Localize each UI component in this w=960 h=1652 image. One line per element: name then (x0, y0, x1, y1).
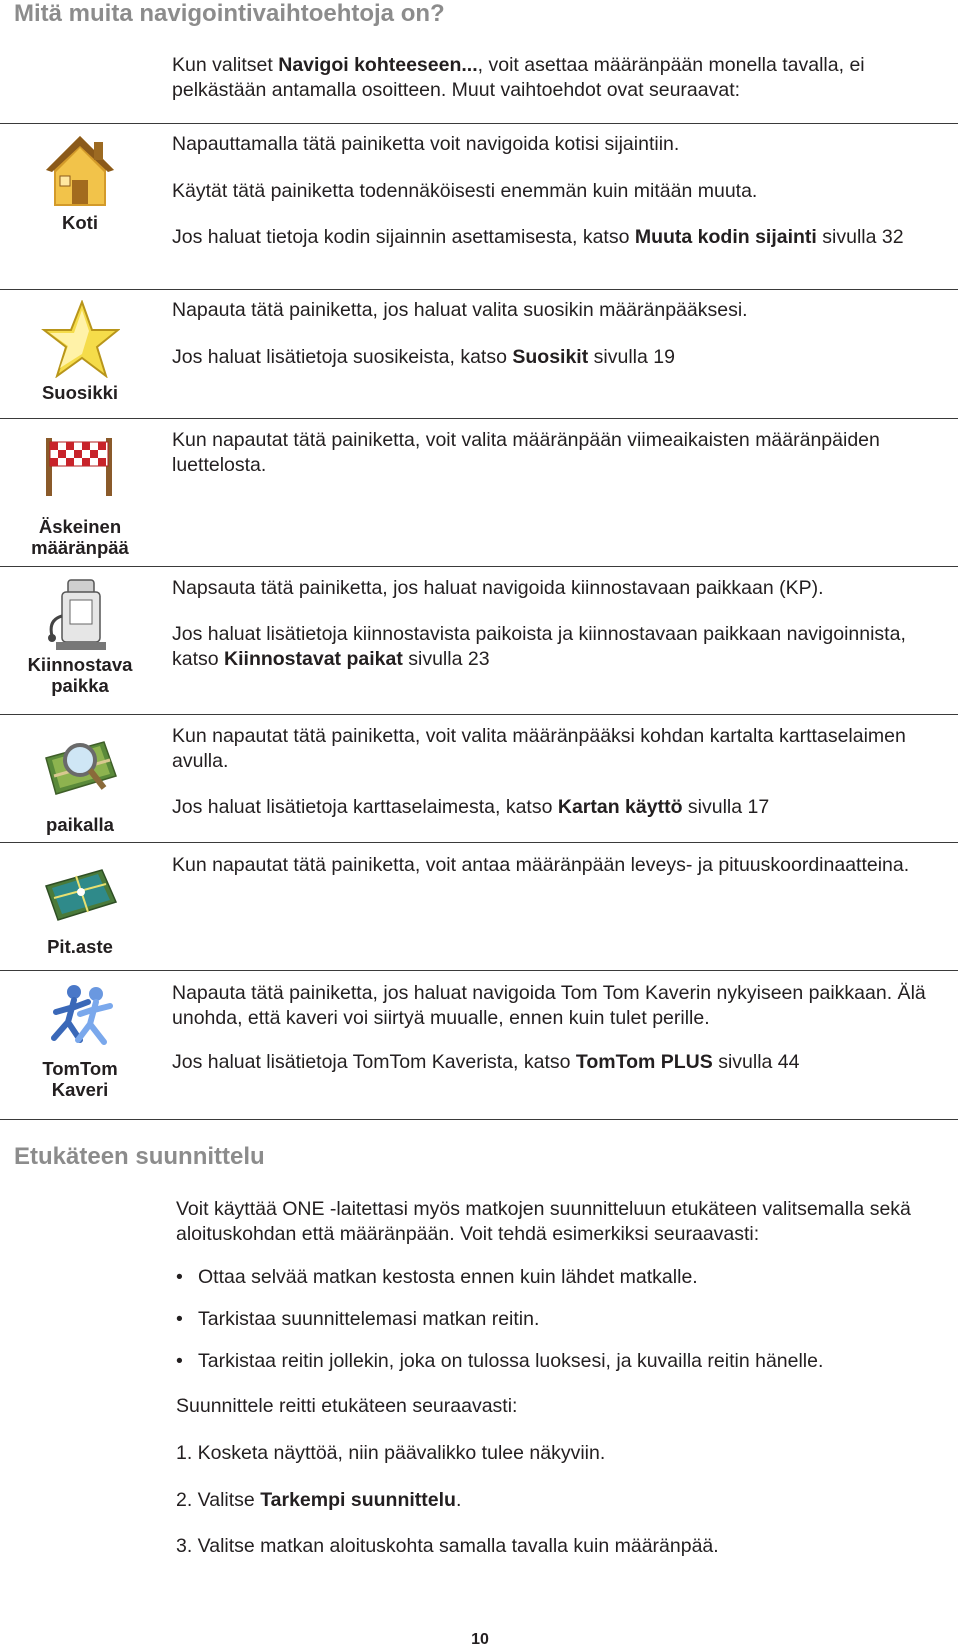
option-description: Jos haluat lisätietoja karttaselaimesta, katso Kartan käyttö sivulla 17 (172, 796, 770, 818)
divider (0, 566, 958, 567)
bullet-icon: • (176, 1308, 183, 1330)
star-icon (40, 300, 120, 378)
house-icon (42, 132, 118, 212)
coordinates-map-icon (40, 862, 120, 926)
divider (0, 970, 958, 971)
divider (0, 1119, 958, 1120)
intro-paragraph: Kun valitset Navigoi kohteeseen..., voit asettaa määränpään monella tavalla, ei pelkästään antamalla osoitteen. Muut vaihtoehdot ovat seuraavat: (172, 54, 865, 101)
option-label: paikka (51, 675, 109, 696)
option-description: Napauta tätä painiketta, jos haluat navigoida Tom Tom Kaverin nykyiseen paikkaan. Älä unohda, että kaveri voi siirtyä muualle, ennen kuin tulet perille. (172, 982, 926, 1029)
option-description: Jos haluat lisätietoja suosikeista, katso Suosikit sivulla 19 (172, 346, 675, 368)
option-label: Pit.aste (47, 936, 113, 957)
option-label: Koti (62, 212, 98, 233)
option-label: Kaveri (51, 1079, 109, 1100)
option-description: Kun napautat tätä painiketta, voit valita määränpääksi kohdan kartalta karttaselaimen avulla. (172, 725, 906, 772)
map-magnifier-icon (40, 736, 120, 800)
step-item: 1. Kosketa näyttöä, niin päävalikko tulee näkyviin. (176, 1442, 606, 1464)
page-number: 10 (471, 1631, 489, 1648)
option-label: paikalla (46, 814, 114, 835)
section-heading-planning: Etukäteen suunnittelu (14, 1143, 265, 1170)
bullet-icon: • (176, 1266, 183, 1288)
bullet-item: • Ottaa selvää matkan kestosta ennen kuin lähdet matkalle. (176, 1266, 698, 1288)
recent-destination-option-button[interactable] (0, 434, 160, 558)
steps-intro: Suunnittele reitti etukäteen seuraavasti: (176, 1395, 518, 1417)
divider (0, 842, 958, 843)
planning-intro: Voit käyttää ONE -laitettasi myös matkojen suunnitteluun etukäteen valitsemalla sekä aloituskohdan että määränpään. Voit tehdä esimerkiksi seuraavasti: (176, 1198, 911, 1245)
favourite-option-button[interactable] (0, 300, 160, 403)
option-description: Jos haluat lisätietoja TomTom Kaverista, katso TomTom PLUS sivulla 44 (172, 1051, 800, 1073)
finish-flag-icon (40, 434, 120, 498)
step-item: 2. Valitse Tarkempi suunnittelu. (176, 1489, 462, 1511)
option-label: Kiinnostava (27, 654, 133, 675)
bullet-icon: • (176, 1350, 183, 1372)
section-heading-navigation-options: Mitä muita navigointivaihtoehtoja on? (14, 0, 445, 27)
option-description: Napauttamalla tätä painiketta voit navigoida kotisi sijaintiin. (172, 133, 680, 155)
option-label: Suosikki (41, 382, 119, 403)
option-label: Äskeinen (38, 516, 122, 537)
fuel-pump-icon (42, 576, 118, 654)
option-description: Käytät tätä painiketta todennäköisesti enemmän kuin mitään muuta. (172, 180, 758, 202)
option-label: määränpää (31, 537, 129, 558)
option-description: Jos haluat lisätietoja kiinnostavista paikoista ja kiinnostavaan paikkaan navigoinnista, katso Kiinnostavat paikat sivulla 23 (172, 623, 906, 670)
option-description: Napsauta tätä painiketta, jos haluat navigoida kiinnostavaan paikkaan (KP). (172, 577, 824, 599)
step-item: 3. Valitse matkan aloituskohta samalla tavalla kuin määränpää. (176, 1535, 719, 1557)
divider (0, 714, 958, 715)
divider (0, 123, 958, 124)
option-description: Napauta tätä painiketta, jos haluat valita suosikin määränpääksesi. (172, 299, 748, 321)
tomtom-buddy-option-button[interactable] (0, 982, 160, 1100)
option-label: TomTom (42, 1058, 118, 1079)
option-description: Jos haluat tietoja kodin sijainnin asettamisesta, katso Muuta kodin sijainti sivulla 32 (172, 226, 904, 248)
divider (0, 418, 958, 419)
option-description: Kun napautat tätä painiketta, voit antaa määränpään leveys- ja pituuskoordinaatteina. (172, 854, 910, 876)
divider (0, 289, 958, 290)
buddies-icon (40, 982, 120, 1058)
home-option-button[interactable] (0, 132, 160, 233)
poi-option-button[interactable] (0, 576, 160, 696)
bullet-item: • Tarkistaa reitin jollekin, joka on tulossa luoksesi, ja kuvailla reitin hänelle. (176, 1350, 824, 1372)
point-on-map-option-button[interactable] (0, 736, 160, 835)
latitude-longitude-option-button[interactable] (0, 862, 160, 957)
bullet-item: • Tarkistaa suunnittelemasi matkan reitin. (176, 1308, 540, 1330)
option-description: Kun napautat tätä painiketta, voit valita määränpään viimeaikaisten määränpäiden luettelosta. (172, 429, 880, 476)
